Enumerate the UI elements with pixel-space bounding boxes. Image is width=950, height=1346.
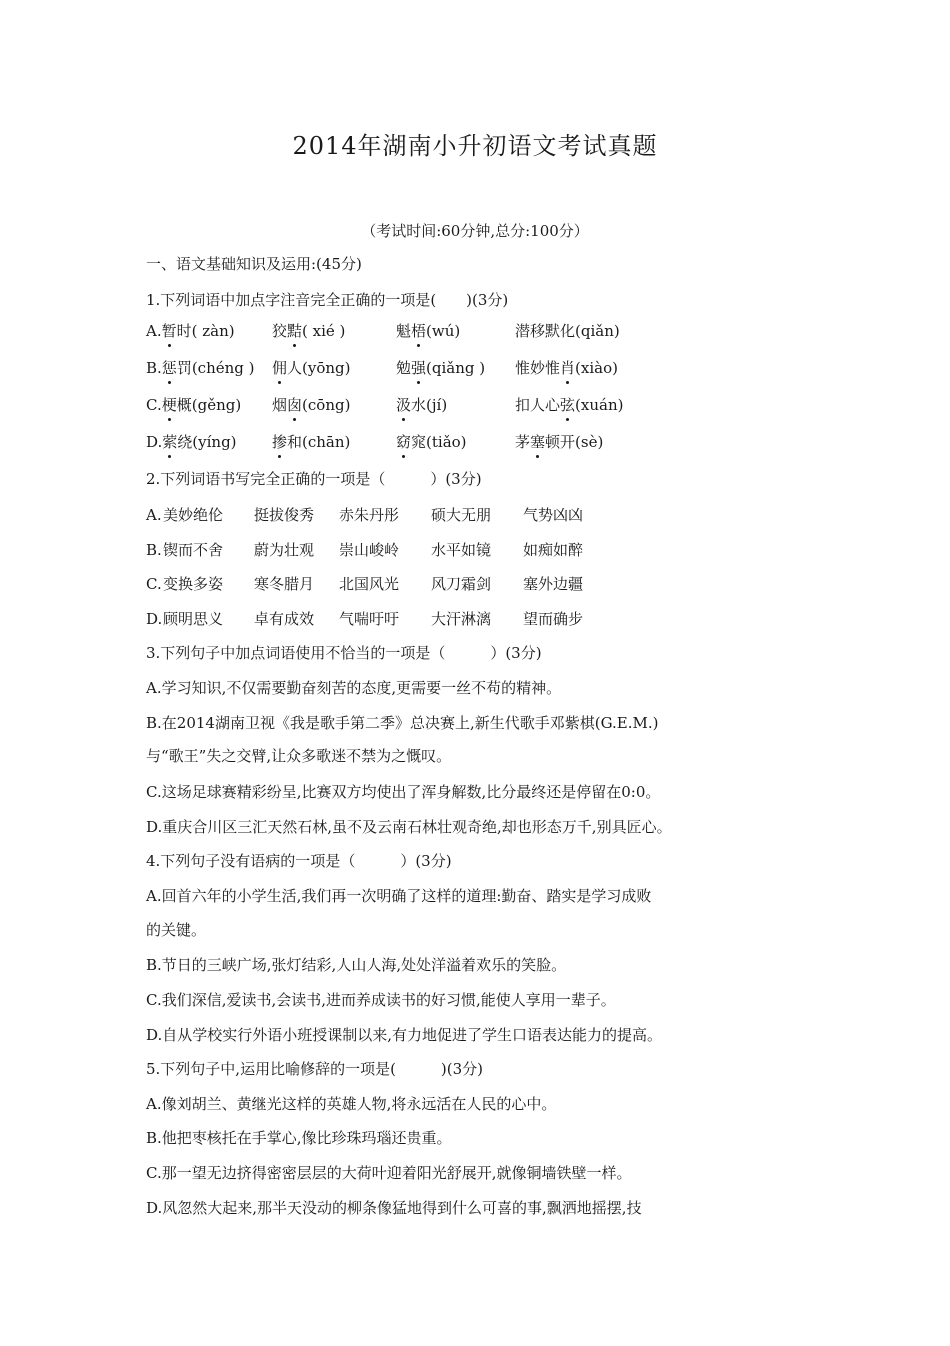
word-text: (xiào) [575,359,618,377]
word-text: 和(chān) [287,433,351,451]
question-2-word: 变换多姿 [163,575,224,593]
word-text: 扣人心 [515,396,561,414]
question-5-option-d: D.风忽然大起来,那半天没动的柳条像猛地得到什么可喜的事,飘洒地摇摆,技 [146,1199,642,1217]
question-5-option-b: B.他把枣核托在手掌心,像比珍珠玛瑙还贵重。 [146,1129,452,1147]
word-text: (cōng) [302,396,351,414]
question-2-word: 锲而不舍 [163,541,224,559]
question-3-stem: 3.下列句子中加点词语使用不恰当的一项是（ ）(3分) [146,644,542,662]
emphasis-dot-char: 暂 [161,322,177,340]
question-1-option-c-item [515,395,623,415]
question-1-option-d-item [272,432,350,452]
word-text: 狡 [272,322,288,340]
question-2-word: 赤朱丹彤 [339,506,400,524]
question-1-option-b-item [396,358,485,378]
word-text: 茅 [515,433,531,451]
option-label: C. [146,396,162,414]
option-label: A. [146,322,162,340]
word-text: 概(gěng) [176,396,242,414]
word-text: ( xié ) [302,322,346,340]
question-2-word: 塞外边疆 [523,575,584,593]
question-1-option-a-item [396,321,460,341]
exam-info: （考试时间:60分钟,总分:100分） [361,222,589,240]
word-text: 时( zàn) [176,322,235,340]
option-label: D. [146,433,163,451]
question-5-stem: 5.下列句子中,运用比喻修辞的一项是( )(3分) [146,1060,484,1078]
question-4-option-a-cont: 的关键。 [146,921,207,939]
question-2-word: 北国风光 [339,575,400,593]
question-2-word: 崇山峻岭 [339,541,400,559]
question-2-word: 寒冬腊月 [254,575,315,593]
question-4-option-c: C.我们深信,爱读书,会读书,进而养成读书的好习惯,能使人享用一辈子。 [146,991,616,1009]
question-3-option-d: D.重庆合川区三汇天然石林,虽不及云南石林壮观奇绝,却也形态万千,别具匠心。 [146,818,672,836]
question-2-option-label: D. [146,610,163,628]
question-4-option-d: D.自从学校实行外语小班授课制以来,有力地促进了学生口语表达能力的提高。 [146,1026,663,1044]
question-2-word: 气势凶凶 [523,506,584,524]
emphasis-dot-char: 囱 [287,396,303,414]
question-2-word: 挺拔俊秀 [254,506,315,524]
option-label: B. [146,359,162,377]
question-2-word: 水平如镜 [431,541,492,559]
question-2-word: 风刀霜剑 [431,575,492,593]
word-text: 绕(yíng) [177,433,237,451]
question-5-option-a: A.像刘胡兰、黄继光这样的英雄人物,将永远活在人民的心中。 [146,1095,557,1113]
word-text: 魁 [396,322,412,340]
question-2-option-label: C. [146,575,162,593]
question-2-word: 望而确步 [523,610,584,628]
question-3-option-a: A.学习知识,不仅需要勤奋刻苦的态度,更需要一丝不苟的精神。 [146,679,562,697]
word-text: 移默化(qiǎn) [530,322,620,340]
word-text: (wú) [426,322,461,340]
question-1-option-b-item [146,358,255,378]
word-text: 潜 [515,322,531,340]
question-2-word: 顾明思义 [163,610,224,628]
emphasis-dot-char: 强 [411,359,427,377]
question-2-word: 大汗淋漓 [431,610,492,628]
question-3-option-b-cont: 与“歌王”失之交臂,让众多歌迷不禁为之慨叹。 [146,747,452,765]
question-5-option-c: C.那一望无边挤得密密层层的大荷叶迎着阳光舒展开,就像铜墙铁壁一样。 [146,1164,632,1182]
question-1-option-a-item [146,321,235,341]
page-title: 2014年湖南小升初语文考试真题 [292,132,658,160]
question-1-option-c-item [396,395,447,415]
question-4-stem: 4.下列句子没有语病的一项是（ ）(3分) [146,852,452,870]
question-1-stem: 1.下列词语中加点字注音完全正确的一项是( )(3分) [146,291,509,309]
question-2-stem: 2.下列词语书写完全正确的一项是（ ）(3分) [146,470,482,488]
emphasis-dot-char: 惩 [161,359,177,377]
emphasis-dot-char: 佣 [272,359,288,377]
question-1-option-a-item [272,321,345,341]
word-text: 窕(tiǎo) [411,433,467,451]
word-text: (xuán) [575,396,624,414]
emphasis-dot-char: 黠 [287,322,303,340]
word-text: 烟 [272,396,288,414]
question-3-option-c: C.这场足球赛精彩纷呈,比赛双方均使出了浑身解数,比分最终还是停留在0:0。 [146,783,661,801]
question-1-option-b-item [515,358,618,378]
question-1-option-d-item [146,432,237,452]
word-text: 水(jí) [411,396,448,414]
question-1-option-d-item [515,432,603,452]
question-2-option-label: A. [146,506,162,524]
question-1-option-b-item [272,358,351,378]
emphasis-dot-char: 塞 [530,433,546,451]
word-text: 惟妙惟 [515,359,561,377]
question-2-word: 硕大无朋 [431,506,492,524]
word-text: 罚(chéng ) [176,359,255,377]
section-heading: 一、语文基础知识及运用:(45分) [146,255,362,273]
emphasis-dot-char: 汲 [396,396,412,414]
emphasis-dot-char: 弦 [560,396,576,414]
emphasis-dot-char: 肖 [560,359,576,377]
emphasis-dot-char: 掺 [272,433,288,451]
word-text: 勉 [396,359,412,377]
question-3-option-b: B.在2014湖南卫视《我是歌手第二季》总决赛上,新生代歌手邓紫棋(G.E.M.) [146,714,659,732]
emphasis-dot-char: 梧 [411,322,427,340]
question-2-word: 如痴如醉 [523,541,584,559]
question-4-option-b: B.节日的三峡广场,张灯结彩,人山人海,处处洋溢着欢乐的笑脸。 [146,956,567,974]
word-text: 顿开(sè) [545,433,604,451]
emphasis-dot-char: 萦 [162,433,178,451]
question-1-option-a-item [515,321,620,341]
word-text: (qiǎng ) [426,359,486,377]
question-2-word: 卓有成效 [254,610,315,628]
question-2-word: 美妙绝伦 [163,506,224,524]
question-1-option-c-item [146,395,241,415]
question-1-option-d-item [396,432,467,452]
question-1-option-c-item [272,395,350,415]
emphasis-dot-char: 梗 [161,396,177,414]
emphasis-dot-char: 窈 [396,433,412,451]
word-text: 人(yōng) [287,359,351,377]
question-4-option-a: A.回首六年的小学生活,我们再一次明确了这样的道理:勤奋、踏实是学习成败 [146,887,652,905]
question-2-option-label: B. [146,541,162,559]
question-2-word: 蔚为壮观 [254,541,315,559]
question-2-word: 气喘吁吁 [339,610,400,628]
